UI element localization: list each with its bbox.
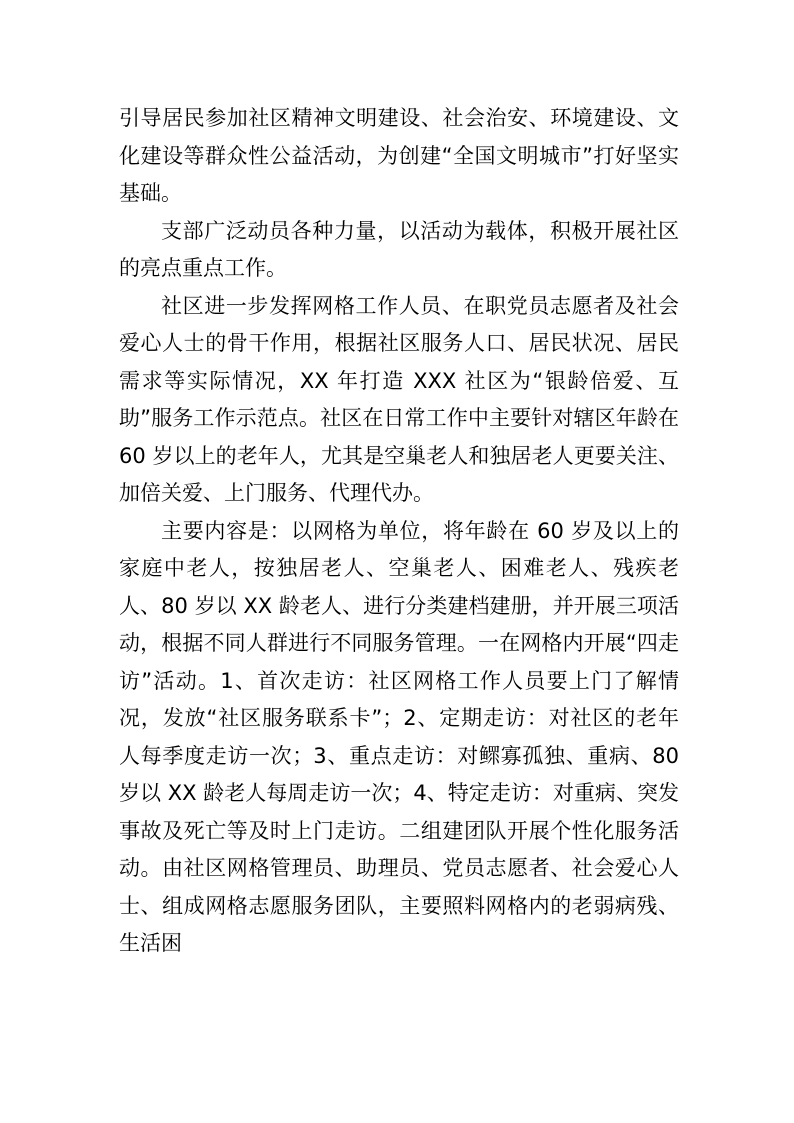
- document-body: [119, 100, 679, 963]
- paragraph-3: 社区进一步发挥网格工作人员、在职党员志愿者及社会爱心人士的骨干作用，根据社区服务人口、居民状况、居民需求等实际情况，XX 年打造 XXX 社区为“银龄倍爱、互助”服务工作示范点。社区在日常工作中主要针对辖区年龄在 60 岁以上的老年人，尤其是空巢老人和独居老人更要关注、加倍关爱、上门服务、代理代办。: [119, 293, 679, 505]
- paragraph-1: 引导居民参加社区精神文明建设、社会治安、环境建设、文化建设等群众性公益活动，为创建“全国文明城市”打好坚实基础。: [119, 106, 679, 205]
- paragraph-2: 支部广泛动员各种力量，以活动为载体，积极开展社区的亮点重点工作。: [119, 218, 679, 280]
- paragraph-4: 主要内容是：以网格为单位，将年龄在 60 岁及以上的家庭中老人，按独居老人、空巢老人、困难老人、残疾老人、80 岁以 XX 龄老人、进行分类建档建册，并开展三项活动，根据不同人群进行不同服务管理。一在网格内开展“四走访”活动。1、首次走访：社区网格工作人员要上门了解情况，发放“社区服务联系卡”；2、定期走访：对社区的老年人每季度走访一次；3、重点走访：对鳏寡孤独、重病、80 岁以 XX 龄老人每周走访一次；4、特定走访：对重病、突发事故及死亡等及时上门走访。二组建团队开展个性化服务活动。由社区网格管理员、助理员、党员志愿者、社会爱心人士、组成网格志愿服务团队，主要照料网格内的老弱病残、生活困: [119, 518, 679, 955]
